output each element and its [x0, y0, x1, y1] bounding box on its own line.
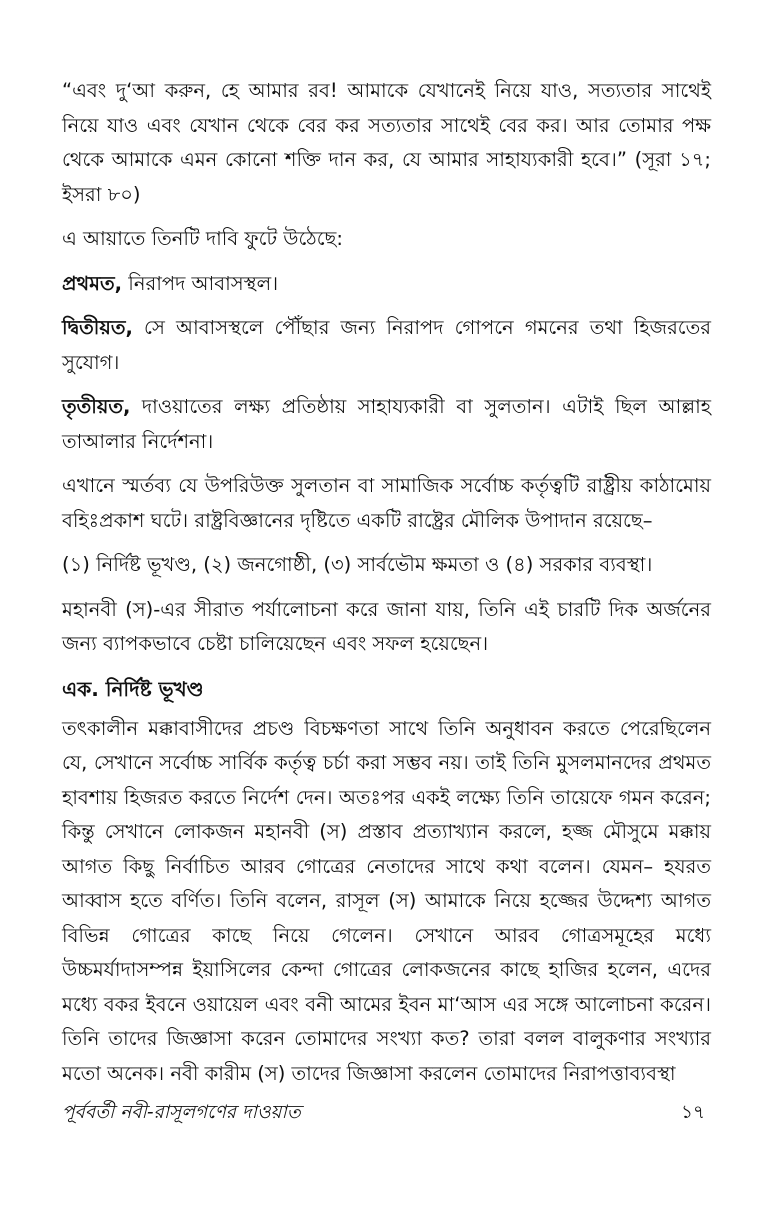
elements-list: (১) নির্দিষ্ট ভূখণ্ড, (২) জনগোষ্ঠী, (৩) সার্বভৌম ক্ষমতা ও (৪) সরকার ব্যবস্থা। [62, 553, 653, 576]
quote-paragraph: “এবং দু‘আ করুন, হে আমার রব! আমাকে যেখানেই নিয়ে যাও, সত্যতার সাথেই নিয়ে যাও এবং যেখান থেকে বের কর সত্যতার সাথেই বের কর। আর তোমার পক্ষ থেকে আমাকে এমন কোনো শক্তি দান কর, যে আমার সাহায্যকারী হবে।” (সূরা ১৭; ইসরা ৮০) [62, 79, 711, 206]
body-paragraph: তৎকালীন মক্কাবাসীদের প্রচণ্ড বিচক্ষণতা সাথে তিনি অনুধাবন করতে পেরেছিলেন যে, সেখানে সর্বোচ্চ সার্বিক কর্তৃত্ব চর্চা করা সম্ভব নয়। তাই তিনি মুসলমানদের প্রথমত হাবশায় হিজরত করতে নির্দেশ দেন। অতঃপর একই লক্ষ্যে তিনি তায়েফে গমন করেন; কিন্তু সেখানে লোকজন মহানবী (স) প্রস্তাব প্রত্যাখ্যান করলে, হজ্জ মৌসুমে মক্কায় আগত কিছু নির্বাচিত আরব গোত্রের নেতাদের সাথে কথা বলেন। যেমন– হযরত আব্বাস হতে বর্ণিত। তিনি বলেন, রাসূল (স) আমাকে নিয়ে হজ্জের উদ্দেশ্য আগত বিভিন্ন গোত্রের কাছে নিয়ে গেলেন। সেখানে আরব গোত্রসমূহের মধ্যে উচ্চমর্যাদাসম্পন্ন ইয়াসিলের কেন্দা গোত্রের লোকজনের কাছে হাজির হলেন, এদের মধ্যে বকর ইবনে ওয়ায়েল এবং বনী আমের ইবন মা‘আস এর সঙ্গে আলোচনা করেন। তিনি তাদের জিজ্ঞাসা করেন তোমাদের সংখ্যা কত? তারা বলল বালুকণার সংখ্যার মতো অনেক। নবী কারীম (স) তাদের জিজ্ঞাসা করলেন তোমাদের নিরাপত্তাব্যবস্থা [62, 716, 711, 1085]
section-heading: এক. নির্দিষ্ট ভূখণ্ড [62, 676, 204, 701]
point-second [62, 311, 711, 380]
point-third-text: দাওয়াতের লক্ষ্য প্রতিষ্ঠায় সাহায্যকারী বা সুলতান। এটাই ছিল আল্লাহ তাআলার নির্দেশনা। [62, 395, 711, 453]
point-second-lead: দ্বিতীয়ত, [62, 316, 133, 339]
point-third-lead: তৃতীয়ত, [62, 395, 131, 418]
page-number: ১৭ [680, 1102, 705, 1123]
point-second-text: সে আবাসস্থলে পৌঁছার জন্য নিরাপদ গোপনে গমনের তথা হিজরতের সুযোগ। [62, 316, 711, 374]
state-paragraph: এখানে স্মর্তব্য যে উপরিউক্ত সুলতান বা সামাজিক সর্বোচ্চ কর্তৃত্বটি রাষ্ট্রীয় কাঠামোয় বহিঃপ্রকাশ ঘটে। রাষ্ট্রবিজ্ঞানের দৃষ্টিতে একটি রাষ্ট্রের মৌলিক উপাদান রয়েছে– [62, 474, 711, 532]
point-first-lead: প্রথমত, [62, 271, 123, 295]
sirat-paragraph: মহানবী (স)-এর সীরাত পর্যালোচনা করে জানা যায়, তিনি এই চারটি দিক অর্জনের জন্য ব্যাপকভাবে চেষ্টা চালিয়েছেন এবং সফল হয়েছেন। [62, 597, 711, 655]
point-third [62, 390, 711, 459]
point-first-text: নিরাপদ আবাসস্থল। [122, 271, 279, 295]
running-title: পূর্ববর্তী নবী-রাসূলগণের দাওয়াত [62, 1102, 301, 1123]
point-first [62, 267, 711, 302]
page-footer [62, 1098, 705, 1129]
intro-paragraph: এ আয়াতে তিনটি দাবি ফুটে উঠেছে: [62, 227, 343, 250]
